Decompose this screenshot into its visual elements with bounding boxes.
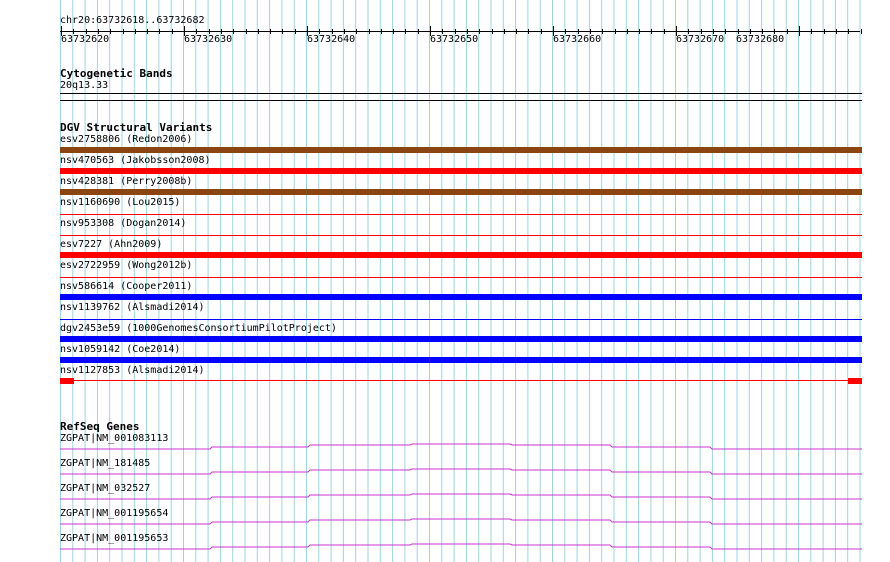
dgv-variant-block[interactable] (60, 378, 74, 384)
ruler-minor-tick (184, 29, 185, 34)
dgv-variant-bar[interactable] (60, 357, 862, 363)
ruler-minor-tick (246, 29, 247, 34)
ruler-minor-tick (504, 29, 505, 34)
refseq-gene-model[interactable] (0, 443, 890, 453)
ruler-minor-tick (738, 29, 739, 34)
dgv-variant-bar[interactable] (60, 319, 862, 320)
ruler-minor-tick (393, 29, 394, 34)
ruler-minor-tick (369, 29, 370, 34)
refseq-gene-model[interactable] (0, 543, 890, 553)
ruler-minor-tick (787, 29, 788, 34)
ruler-minor-tick (774, 29, 775, 34)
dgv-variant-bar[interactable] (60, 147, 862, 153)
refseq-track-title: RefSeq Genes (60, 420, 140, 433)
ruler-minor-tick (701, 29, 702, 34)
ruler-minor-tick (750, 29, 751, 34)
dgv-variant-label[interactable]: esv7227 (Ahn2009) (60, 239, 163, 250)
refseq-gene-model[interactable] (0, 468, 890, 478)
ruler-tick-label: 63732620 (61, 34, 110, 45)
dgv-track-title: DGV Structural Variants (60, 121, 213, 134)
dgv-variant-bar[interactable] (60, 277, 862, 278)
dgv-variant-label[interactable]: esv2722959 (Wong2012b) (60, 260, 193, 271)
ruler-minor-tick (725, 29, 726, 34)
dgv-variant-label[interactable]: nsv1139762 (Alsmadi2014) (60, 302, 205, 313)
ruler-minor-tick (295, 29, 296, 34)
ruler-minor-tick (172, 29, 173, 34)
ruler-location: chr20:63732618..63732682 (60, 15, 205, 26)
dgv-variant-bar[interactable] (60, 336, 862, 342)
ruler-minor-tick (811, 29, 812, 34)
dgv-variant-label[interactable]: nsv1127853 (Alsmadi2014) (60, 365, 205, 376)
ruler-minor-tick (98, 29, 99, 34)
ruler-minor-tick (110, 29, 111, 34)
refseq-gene-label[interactable]: ZGPAT|NM_181485 (60, 458, 151, 469)
ruler-minor-tick (848, 29, 849, 34)
ruler-tick-label: 63732640 (307, 34, 356, 45)
ruler-minor-tick (824, 29, 825, 34)
ruler-minor-tick (688, 29, 689, 34)
ruler-minor-tick (356, 29, 357, 34)
ruler-minor-tick (381, 29, 382, 34)
dgv-variant-bar[interactable] (60, 294, 862, 300)
refseq-gene-label[interactable]: ZGPAT|NM_001195654 (60, 508, 169, 519)
refseq-gene-model[interactable] (0, 518, 890, 528)
ruler-minor-tick (221, 29, 222, 34)
ruler-minor-tick (319, 29, 320, 34)
ruler-minor-tick (861, 29, 862, 34)
ruler-minor-tick (307, 29, 308, 34)
ruler-minor-tick (492, 29, 493, 34)
cytoband-label[interactable]: 20q13.33 (60, 80, 109, 91)
ruler-tick-label: 63732630 (184, 34, 233, 45)
dgv-variant-bar[interactable] (60, 252, 862, 258)
ruler-minor-tick (565, 29, 566, 34)
ruler-minor-tick (578, 29, 579, 34)
ruler-minor-tick (541, 29, 542, 34)
ruler-minor-tick (209, 29, 210, 34)
ruler-minor-tick (61, 29, 62, 34)
ruler-minor-tick (282, 29, 283, 34)
ruler-tick-label: 63732670 (676, 34, 725, 45)
dgv-variant-label[interactable]: nsv586614 (Cooper2011) (60, 281, 193, 292)
cytobands-track-title: Cytogenetic Bands (60, 67, 173, 80)
ruler-axis (60, 31, 860, 32)
ruler-minor-tick (836, 29, 837, 34)
refseq-gene-model[interactable] (0, 493, 890, 503)
ruler-minor-tick (86, 29, 87, 34)
dgv-variant-label[interactable]: dgv2453e59 (1000GenomesConsortiumPilotProject) (60, 323, 337, 334)
refseq-gene-label[interactable]: ZGPAT|NM_001195653 (60, 533, 169, 544)
ruler-minor-tick (651, 29, 652, 34)
cytoband-line-bottom (60, 100, 862, 101)
ruler-minor-tick (664, 29, 665, 34)
dgv-variant-label[interactable]: esv2758806 (Redon2006) (60, 134, 193, 145)
refseq-gene-line[interactable] (60, 444, 862, 449)
dgv-variant-bar[interactable] (60, 189, 862, 195)
ruler-minor-tick (418, 29, 419, 34)
refseq-gene-line[interactable] (60, 544, 862, 549)
ruler-minor-tick (344, 29, 345, 34)
refseq-gene-label[interactable]: ZGPAT|NM_032527 (60, 483, 151, 494)
cytoband-line-top (60, 93, 862, 94)
ruler-minor-tick (467, 29, 468, 34)
ruler-minor-tick (135, 29, 136, 34)
refseq-gene-label[interactable]: ZGPAT|NM_001083113 (60, 433, 169, 444)
ruler-minor-tick (639, 29, 640, 34)
ruler-minor-tick (123, 29, 124, 34)
ruler-minor-tick (615, 29, 616, 34)
ruler-minor-tick (73, 29, 74, 34)
ruler-minor-tick (455, 29, 456, 34)
dgv-variant-bar[interactable] (60, 168, 862, 174)
ruler-minor-tick (553, 29, 554, 34)
ruler-minor-tick (602, 29, 603, 34)
ruler-minor-tick (147, 29, 148, 34)
dgv-variant-bar[interactable] (60, 380, 862, 381)
ruler-minor-tick (196, 29, 197, 34)
dgv-variant-label[interactable]: nsv953308 (Dogan2014) (60, 218, 187, 229)
ruler-minor-tick (627, 29, 628, 34)
dgv-variant-block[interactable] (848, 378, 862, 384)
dgv-variant-label[interactable]: nsv1059142 (Coe2014) (60, 344, 181, 355)
ruler-minor-tick (590, 29, 591, 34)
dgv-variant-label[interactable]: nsv470563 (Jakobsson2008) (60, 155, 211, 166)
ruler-minor-tick (430, 29, 431, 34)
ruler-minor-tick (442, 29, 443, 34)
refseq-gene-line[interactable] (60, 469, 862, 474)
ruler-minor-tick (713, 29, 714, 34)
ruler-tick-label: 63732680 (736, 34, 785, 45)
ruler-minor-tick (528, 29, 529, 34)
ruler-minor-tick (332, 29, 333, 34)
dgv-variant-label[interactable]: nsv1160690 (Lou2015) (60, 197, 181, 208)
ruler-minor-tick (270, 29, 271, 34)
refseq-gene-line[interactable] (60, 494, 862, 499)
ruler-minor-tick (516, 29, 517, 34)
dgv-variant-bar[interactable] (60, 235, 862, 236)
ruler-minor-tick (799, 29, 800, 34)
ruler-minor-tick (762, 29, 763, 34)
ruler-minor-tick (405, 29, 406, 34)
dgv-variant-bar[interactable] (60, 214, 862, 215)
ruler-tick-label: 63732650 (430, 34, 479, 45)
ruler-minor-tick (258, 29, 259, 34)
dgv-variant-label[interactable]: nsv428381 (Perry2008b) (60, 176, 193, 187)
ruler-minor-tick (159, 29, 160, 34)
ruler-minor-tick (479, 29, 480, 34)
ruler-minor-tick (676, 29, 677, 34)
ruler-minor-tick (233, 29, 234, 34)
ruler-tick-label: 63732660 (553, 34, 602, 45)
refseq-gene-line[interactable] (60, 519, 862, 524)
